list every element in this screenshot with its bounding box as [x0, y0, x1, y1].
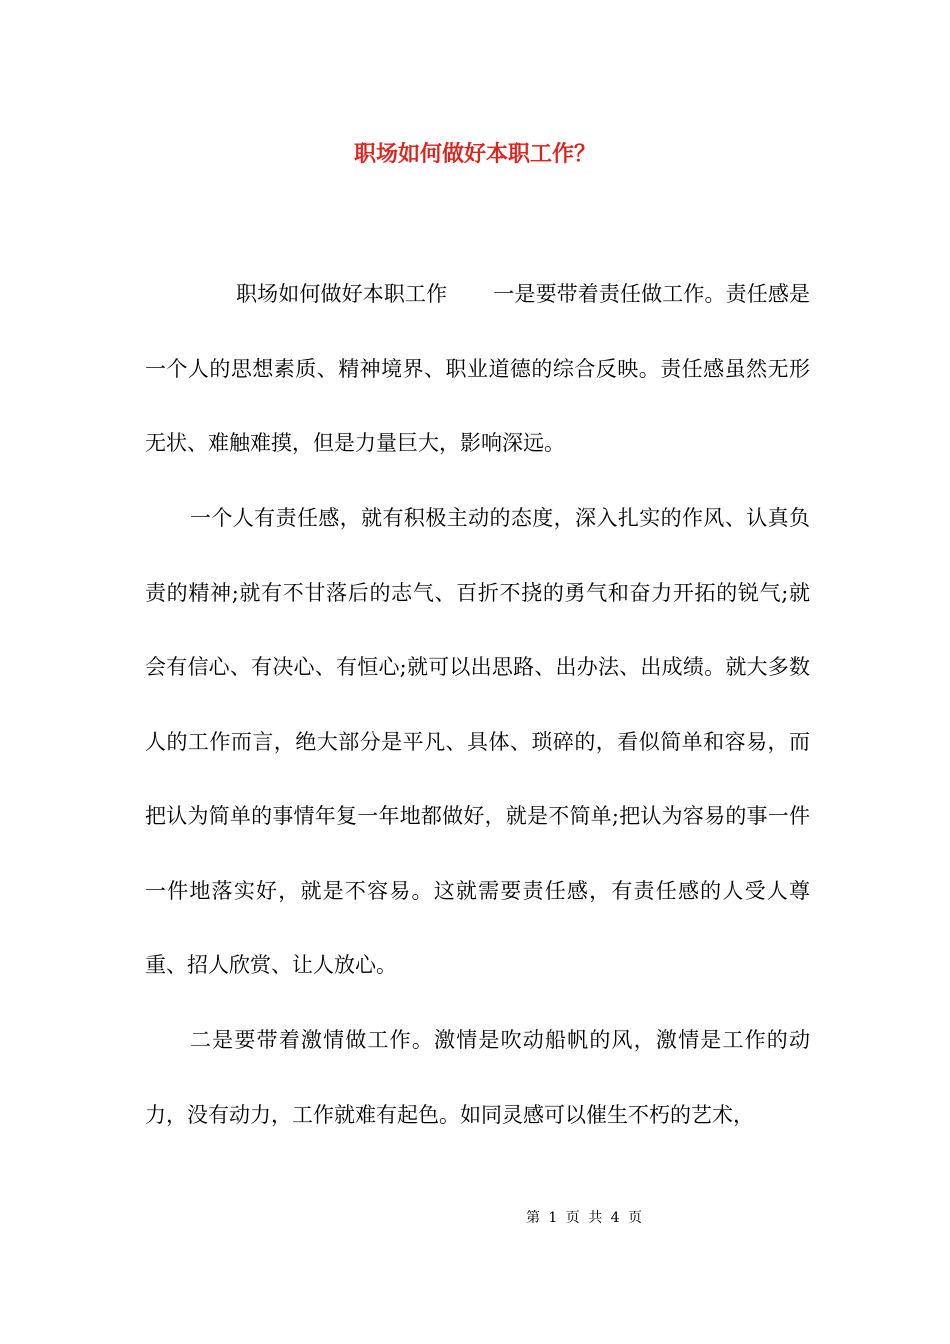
document-title: 职场如何做好本职工作？: [353, 141, 596, 167]
paragraph-1: [145, 257, 810, 481]
paragraph-2: [145, 481, 810, 1003]
paragraph-2-text: 一个人有责任感，就有积极主动的态度，深入扎实的作风、认真负责的精神;就有不甘落后的志气、百折不挠的勇气和奋力开拓的锐气;就会有信心、有决心、有恒心;就可以出思路、出办法、出成绩。就大多数人的工作而言，绝大部分是平凡、具体、琐碎的，看似简单和容易，而把认为简单的事情年复一年地都做好，就是不简单;把认为容易的事一件一件地落实好，就是不容易。这就需要责任感，有责任感的人受人尊重、招人欣赏、让人放心。: [145, 506, 810, 977]
paragraph-1-lead: 职场如何做好本职工作: [236, 282, 448, 306]
page-footer: 第 1 页 共 4 页: [525, 1210, 645, 1226]
paragraph-3-text: 二是要带着激情做工作。激情是吹动船帆的风，激情是工作的动力，没有动力，工作就难有起色。如同灵感可以催生不朽的艺术，: [145, 1028, 810, 1127]
paragraph-1-text: 一是要带着责任做工作。责任感是一个人的思想素质、精神境界、职业道德的综合反映。责任感虽然无形无状、难触难摸，但是力量巨大，影响深远。: [145, 282, 811, 455]
paragraph-3: [145, 1003, 810, 1152]
